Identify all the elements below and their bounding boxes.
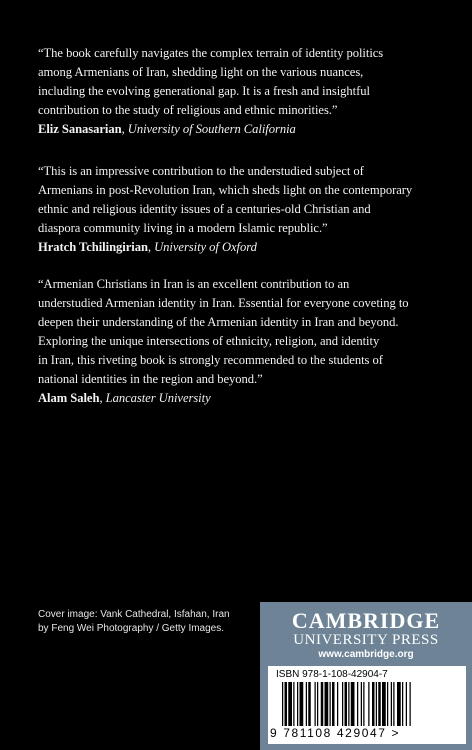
barcode-bar — [382, 682, 386, 726]
cover-image-credit — [38, 608, 258, 636]
barcode-bar — [372, 682, 375, 726]
barcode-bar — [357, 682, 358, 726]
review-blurb — [38, 44, 448, 139]
barcode-bar — [297, 682, 298, 726]
publisher-panel — [260, 602, 472, 750]
barcode-bar — [348, 682, 349, 726]
blurb-attribution: Alam Saleh, Lancaster University — [38, 391, 211, 405]
barcode-bar — [293, 682, 294, 726]
barcode-bar — [361, 682, 362, 726]
barcode-bar — [282, 682, 283, 726]
barcode-bar — [325, 682, 329, 726]
blurb-line: diaspora community living in a modern Islamic republic.” — [38, 221, 328, 235]
blurb-line: Armenians in post-Revolution Iran, which sheds light on the contemporary — [38, 183, 413, 197]
barcode-bar — [321, 682, 324, 726]
barcode-bar — [300, 682, 304, 726]
barcode-bar — [288, 682, 292, 726]
barcode-bar — [406, 682, 407, 726]
blurb-line: among Armenians of Iran, shedding light on the various nuances, — [38, 65, 364, 79]
publisher-press: UNIVERSITY PRESS — [293, 632, 439, 648]
blurb-attribution: Eliz Sanasarian, University of Southern California — [38, 122, 296, 136]
reviewer-name: Alam Saleh — [38, 391, 100, 405]
barcode-bar — [308, 682, 311, 726]
blurb-line: including the evolving generational gap. It is a fresh and insightful — [38, 84, 370, 98]
review-blurb — [38, 162, 448, 257]
barcode-bar — [345, 682, 348, 726]
blurb-attribution: Hratch Tchilingirian, University of Oxford — [38, 240, 257, 254]
barcode-bar — [330, 682, 331, 726]
barcode-bar — [391, 682, 392, 726]
blurb-line: deepen their understanding of the Armenian identity in Iran and beyond. — [38, 315, 399, 329]
blurb-line: in Iran, this riveting book is strongly recommended to the students of — [38, 353, 383, 367]
barcode-bar — [285, 682, 288, 726]
reviewer-affiliation: University of Southern California — [127, 122, 296, 136]
barcode-bar — [342, 682, 343, 726]
ean-digits — [270, 726, 464, 740]
barcode-bar — [332, 682, 335, 726]
barcode-bar — [351, 682, 355, 726]
barcode-bar — [337, 682, 338, 726]
reviewer-affiliation: University of Oxford — [154, 240, 257, 254]
publisher-name: CAMBRIDGE — [291, 608, 441, 633]
barcode-bar — [363, 682, 364, 726]
blurb-line: national identities in the region and beyond.” — [38, 372, 263, 386]
reviewer-name: Eliz Sanasarian — [38, 122, 122, 136]
reviewer-affiliation: Lancaster University — [105, 391, 211, 405]
credit-line: Cover image: Vank Cathedral, Isfahan, Iran — [38, 609, 230, 620]
barcode-bar — [376, 682, 377, 726]
publisher-url: www.cambridge.org — [318, 649, 414, 660]
review-blurb — [38, 275, 448, 408]
barcode-bar — [315, 682, 316, 726]
barcode-bar — [368, 682, 369, 726]
barcode-bar — [402, 682, 403, 726]
blurb-line: contribution to the study of religious and ethnic minorities.” — [38, 103, 338, 117]
barcode-icon — [282, 682, 454, 726]
blurb-line: understudied Armenian identity in Iran. Essential for everyone coveting to — [38, 296, 409, 310]
barcode-bar — [378, 682, 381, 726]
barcode-bar — [317, 682, 318, 726]
blurb-line: “The book carefully navigates the complex terrain of identity politics — [38, 46, 384, 60]
ean-number: 9 781108 429047 — [270, 726, 387, 740]
reviewer-name: Hratch Tchilingirian — [38, 240, 148, 254]
blurb-line: Exploring the unique intersections of ethnicity, religion, and identity — [38, 334, 380, 348]
isbn-label: ISBN 978-1-108-42904-7 — [276, 669, 388, 680]
barcode-bar — [387, 682, 388, 726]
blurb-line: ethnic and religious identity issues of a centuries-old Christian and — [38, 202, 371, 216]
blurb-line: “Armenian Christians in Iran is an excellent contribution to an — [38, 277, 350, 291]
barcode-bar — [397, 682, 401, 726]
barcode-bar — [306, 682, 307, 726]
barcode-panel — [268, 666, 466, 744]
quiet-zone-mark: > — [391, 726, 401, 740]
blurb-line: “This is an impressive contribution to the understudied subject of — [38, 164, 364, 178]
barcode-bar — [410, 682, 411, 726]
barcode-bar — [393, 682, 394, 726]
credit-line: by Feng Wei Photography / Getty Images. — [38, 623, 225, 634]
